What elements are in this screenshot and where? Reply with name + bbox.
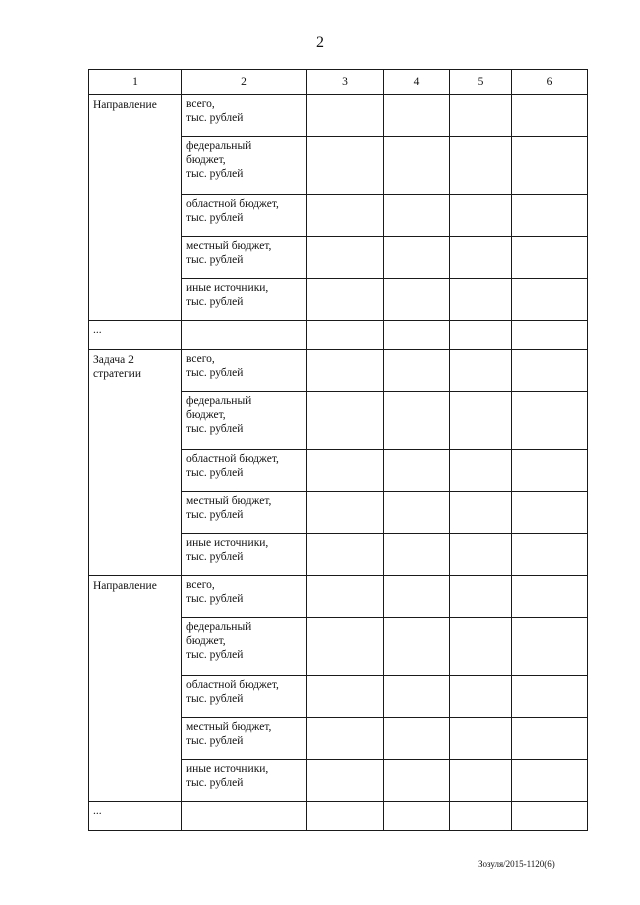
column-header-3: 3 <box>307 70 384 95</box>
group-label-direction-2: Направление <box>89 576 182 802</box>
table-cell <box>384 392 450 450</box>
table-cell <box>307 576 384 618</box>
table-cell <box>450 392 512 450</box>
source-label-regional: областной бюджет, тыс. рублей <box>182 676 307 718</box>
table-cell <box>512 279 588 321</box>
table-cell <box>450 618 512 676</box>
source-label-federal: федеральный бюджет, тыс. рублей <box>182 392 307 450</box>
table-cell <box>384 718 450 760</box>
financing-table <box>88 69 588 831</box>
table-cell <box>512 392 588 450</box>
table-cell <box>384 279 450 321</box>
table-cell <box>450 576 512 618</box>
table-cell <box>307 321 384 350</box>
group-label-direction-1: Направление <box>89 95 182 321</box>
column-header-1: 1 <box>89 70 182 95</box>
column-header-2: 2 <box>182 70 307 95</box>
table-cell <box>512 534 588 576</box>
table-cell <box>450 676 512 718</box>
table-row <box>89 576 588 618</box>
source-label-total: всего, тыс. рублей <box>182 350 307 392</box>
table-cell <box>307 760 384 802</box>
table-cell <box>450 492 512 534</box>
table-cell <box>307 450 384 492</box>
table-cell <box>512 676 588 718</box>
table-cell <box>307 718 384 760</box>
table-cell <box>450 195 512 237</box>
table-cell <box>512 450 588 492</box>
table-row-ellipsis <box>89 321 588 350</box>
table-cell <box>307 492 384 534</box>
column-header-5: 5 <box>450 70 512 95</box>
table-cell <box>450 137 512 195</box>
table-cell <box>384 137 450 195</box>
table-cell <box>384 492 450 534</box>
source-label-federal: федеральный бюджет, тыс. рублей <box>182 618 307 676</box>
source-label-other: иные источники, тыс. рублей <box>182 534 307 576</box>
table-cell <box>182 321 307 350</box>
table-cell <box>512 95 588 137</box>
table-cell <box>384 237 450 279</box>
source-label-other: иные источники, тыс. рублей <box>182 279 307 321</box>
table-cell <box>512 237 588 279</box>
table-cell <box>512 321 588 350</box>
table-cell <box>450 534 512 576</box>
table-cell <box>450 350 512 392</box>
table-row-ellipsis <box>89 802 588 831</box>
table-cell <box>384 195 450 237</box>
table-cell <box>384 534 450 576</box>
table-cell <box>450 760 512 802</box>
table-cell <box>307 676 384 718</box>
table-cell <box>307 137 384 195</box>
ellipsis-cell: ... <box>89 321 182 350</box>
table-cell <box>307 802 384 831</box>
table-cell <box>384 618 450 676</box>
table-cell <box>450 237 512 279</box>
source-label-total: всего, тыс. рублей <box>182 576 307 618</box>
source-label-local: местный бюджет, тыс. рублей <box>182 492 307 534</box>
table-cell <box>512 718 588 760</box>
table-cell <box>384 676 450 718</box>
source-label-local: местный бюджет, тыс. рублей <box>182 237 307 279</box>
table-cell <box>384 576 450 618</box>
source-label-local: местный бюджет, тыс. рублей <box>182 718 307 760</box>
table-cell <box>307 350 384 392</box>
column-header-4: 4 <box>384 70 450 95</box>
table-cell <box>512 618 588 676</box>
table-cell <box>512 350 588 392</box>
table-cell <box>384 350 450 392</box>
source-label-federal: федеральный бюджет, тыс. рублей <box>182 137 307 195</box>
table-cell <box>512 576 588 618</box>
page-number: 2 <box>316 34 324 51</box>
table-cell <box>307 279 384 321</box>
table-cell <box>307 534 384 576</box>
table-cell <box>450 802 512 831</box>
table-cell <box>450 718 512 760</box>
table-cell <box>307 95 384 137</box>
source-label-regional: областной бюджет, тыс. рублей <box>182 450 307 492</box>
table-cell <box>384 760 450 802</box>
table-cell <box>384 321 450 350</box>
table-cell <box>307 392 384 450</box>
source-label-total: всего, тыс. рублей <box>182 95 307 137</box>
table-cell <box>384 95 450 137</box>
table-cell <box>450 95 512 137</box>
table-cell <box>512 195 588 237</box>
table-cell <box>512 802 588 831</box>
table-cell <box>307 618 384 676</box>
table-cell <box>450 450 512 492</box>
table-cell <box>512 492 588 534</box>
ellipsis-cell: ... <box>89 802 182 831</box>
group-label-task-2: Задача 2 стратегии <box>89 350 182 576</box>
table-row <box>89 95 588 137</box>
document-registration-code: Зозуля/2015-1120(6) <box>478 859 555 869</box>
table-cell <box>307 195 384 237</box>
table-cell <box>384 450 450 492</box>
table-cell <box>450 279 512 321</box>
source-label-regional: областной бюджет, тыс. рублей <box>182 195 307 237</box>
table-cell <box>307 237 384 279</box>
table-cell <box>512 137 588 195</box>
table-header-row <box>89 70 588 95</box>
table-row <box>89 350 588 392</box>
table-cell <box>384 802 450 831</box>
table-cell <box>512 760 588 802</box>
table-cell <box>182 802 307 831</box>
source-label-other: иные источники, тыс. рублей <box>182 760 307 802</box>
table-cell <box>450 321 512 350</box>
column-header-6: 6 <box>512 70 588 95</box>
